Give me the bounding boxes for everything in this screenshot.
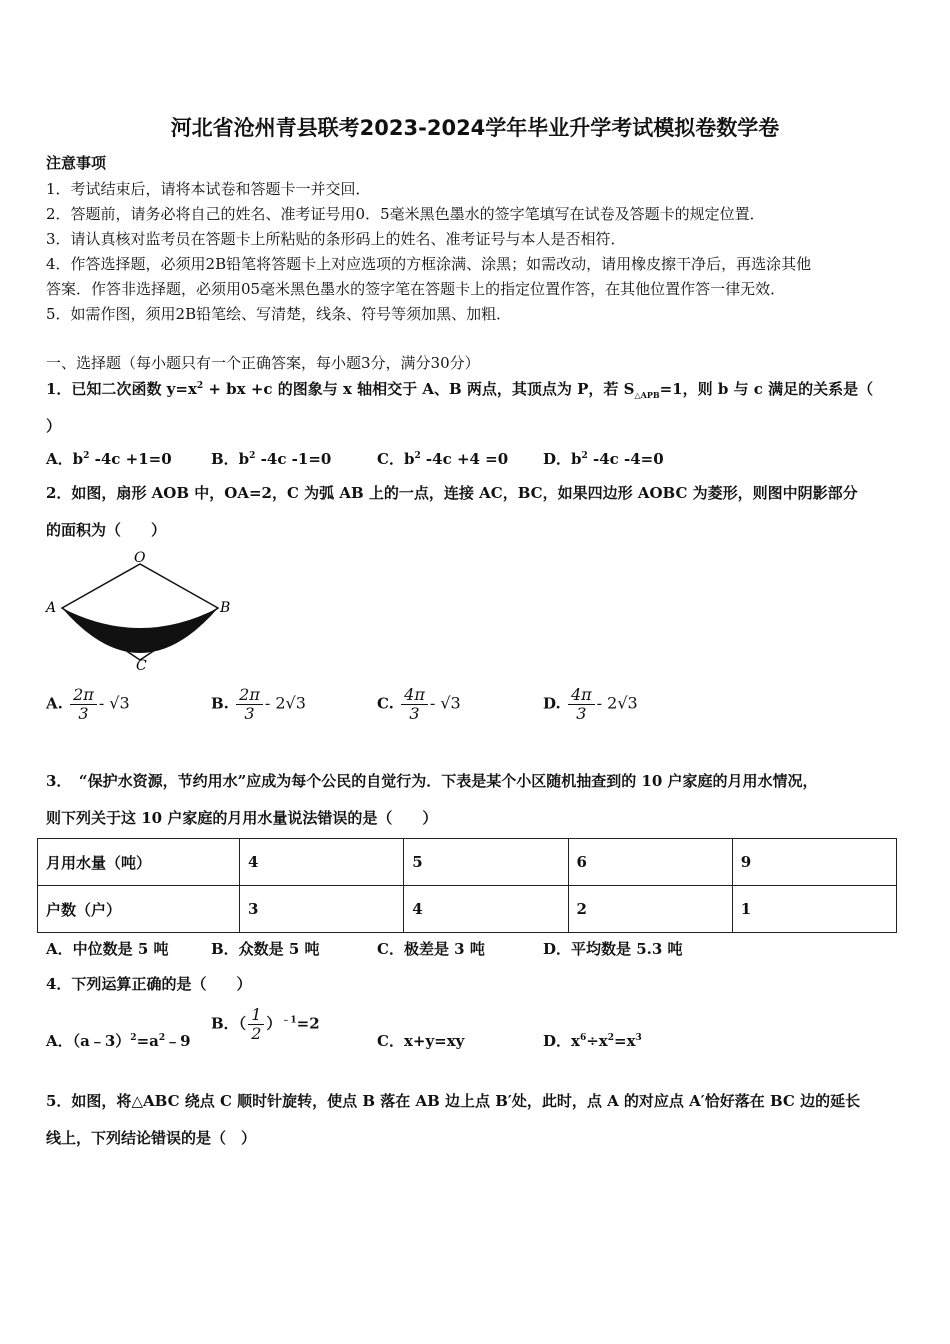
question-4: 4．下列运算正确的是（ ）: [46, 975, 252, 993]
q3-option-b[interactable]: B．众数是 5 吨: [211, 940, 320, 958]
water-usage-table: [37, 838, 897, 933]
question-1: [46, 378, 873, 400]
table-cell: 6: [568, 839, 732, 886]
table-cell: 3: [240, 886, 404, 933]
q1-text: + bx +c 的图象与 x 轴相交于 A、B 两点，其顶点为 P，若 S: [203, 380, 635, 398]
q2-option-b[interactable]: B. $\frac{2\pi}{3}$ - 2√3: [211, 685, 306, 723]
q1-close-paren: ）: [46, 417, 62, 435]
notice-item: 5．如需作图，须用2B铅笔绘、写清楚，线条、符号等须加黑、加粗．: [46, 305, 512, 323]
table-cell: 5: [404, 839, 568, 886]
q3-option-a[interactable]: A．中位数是 5 吨: [46, 940, 169, 958]
shaded-region: [62, 608, 218, 653]
q3-option-d[interactable]: D．平均数是 5.3 吨: [543, 940, 683, 958]
table-cell: 4: [404, 886, 568, 933]
q1-text: 1．已知二次函数 y=x: [46, 380, 197, 398]
table-cell: 9: [732, 839, 896, 886]
notice-item: 2．答题前，请务必将自己的姓名、准考证号用0．5毫米黑色墨水的签字笔填写在试卷及答题卡的规定位置．: [46, 205, 765, 223]
sector-figure: [44, 548, 230, 672]
label-b: B: [220, 600, 230, 616]
table-row: [38, 839, 897, 886]
table-cell: 户数（户）: [38, 886, 240, 933]
section-heading: 一、选择题（每小题只有一个正确答案，每小题3分，满分30分）: [46, 354, 480, 372]
notice-item: 1．考试结束后，请将本试卷和答题卡一并交回．: [46, 180, 371, 198]
question-2-line2: 的面积为（ ）: [46, 521, 167, 539]
question-5-line2: 线上，下列结论错误的是（ ）: [46, 1129, 257, 1147]
notice-item: 答案．作答非选择题，必须用05毫米黑色墨水的签字笔在答题卡上的指定位置作答，在其他位置作答一律无效．: [46, 280, 786, 298]
q1-option-d[interactable]: D．$b^2$ -4c -4=0: [543, 450, 664, 468]
q1-option-c[interactable]: C．$b^2$ -4c +4 =0: [377, 450, 509, 468]
q1-option-b[interactable]: B．$b^2$ -4c -1=0: [211, 450, 332, 468]
q3-option-c[interactable]: C．极差是 3 吨: [377, 940, 485, 958]
q1-text: =1，则 b 与 c 满足的关系是（: [659, 380, 874, 398]
table-row: [38, 886, 897, 933]
table-cell: 4: [240, 839, 404, 886]
q4-option-a[interactable]: A．$(a﹣3)^2=a^2﹣9$: [46, 1032, 191, 1050]
label-o: O: [134, 550, 146, 566]
page-title: 河北省沧州青县联考2023-2024学年毕业升学考试模拟卷数学卷: [170, 116, 780, 140]
q4-option-b[interactable]: B．（ $\frac{1}{2}$ ）$^{﹣1}$=2: [211, 1005, 320, 1043]
q2-option-c[interactable]: C. $\frac{4\pi}{3}$ - √3: [377, 685, 461, 723]
label-c: C: [136, 658, 147, 672]
question-2-line1: 2．如图，扇形 AOB 中，OA=2，C 为弧 AB 上的一点，连接 AC，BC，如果四边形 AOBC 为菱形，则图中阴影部分: [46, 484, 858, 502]
notice-heading: 注意事项: [46, 154, 107, 172]
question-3-line1: 3． “保护水资源，节约用水”应成为每个公民的自觉行为．下表是某个小区随机抽查到的 10 户家庭的月用水情况，: [46, 772, 818, 790]
superscript: 2: [196, 381, 204, 391]
q2-option-d[interactable]: D. $\frac{4\pi}{3}$ - 2√3: [543, 685, 638, 723]
q4-option-d[interactable]: D．$x^6\div x^2=x^3$: [543, 1032, 642, 1050]
q1-option-a[interactable]: A．$b^2$ -4c +1=0: [46, 450, 172, 468]
table-cell: 2: [568, 886, 732, 933]
notice-item: 4．作答选择题，必须用2B铅笔将答题卡上对应选项的方框涂满、涂黑；如需改动，请用橡皮擦干净后，再选涂其他: [46, 255, 812, 273]
question-3-line2: 则下列关于这 10 户家庭的月用水量说法错误的是（ ）: [46, 809, 438, 827]
question-5-line1: 5．如图，将△ABC 绕点 C 顺时针旋转，使点 B 落在 AB 边上点 B′处，此时，点 A 的对应点 A′恰好落在 BC 边的延长: [46, 1092, 861, 1110]
label-a: A: [46, 600, 57, 616]
subscript: △APB: [634, 390, 660, 400]
table-cell: 1: [732, 886, 896, 933]
table-cell: 月用水量（吨）: [38, 839, 240, 886]
notice-item: 3．请认真核对监考员在答题卡上所粘贴的条形码上的姓名、准考证号与本人是否相符．: [46, 230, 626, 248]
q2-option-a[interactable]: A. $\frac{2\pi}{3}$ - √3: [46, 685, 130, 723]
q4-option-c[interactable]: C．x+y=xy: [377, 1032, 465, 1050]
